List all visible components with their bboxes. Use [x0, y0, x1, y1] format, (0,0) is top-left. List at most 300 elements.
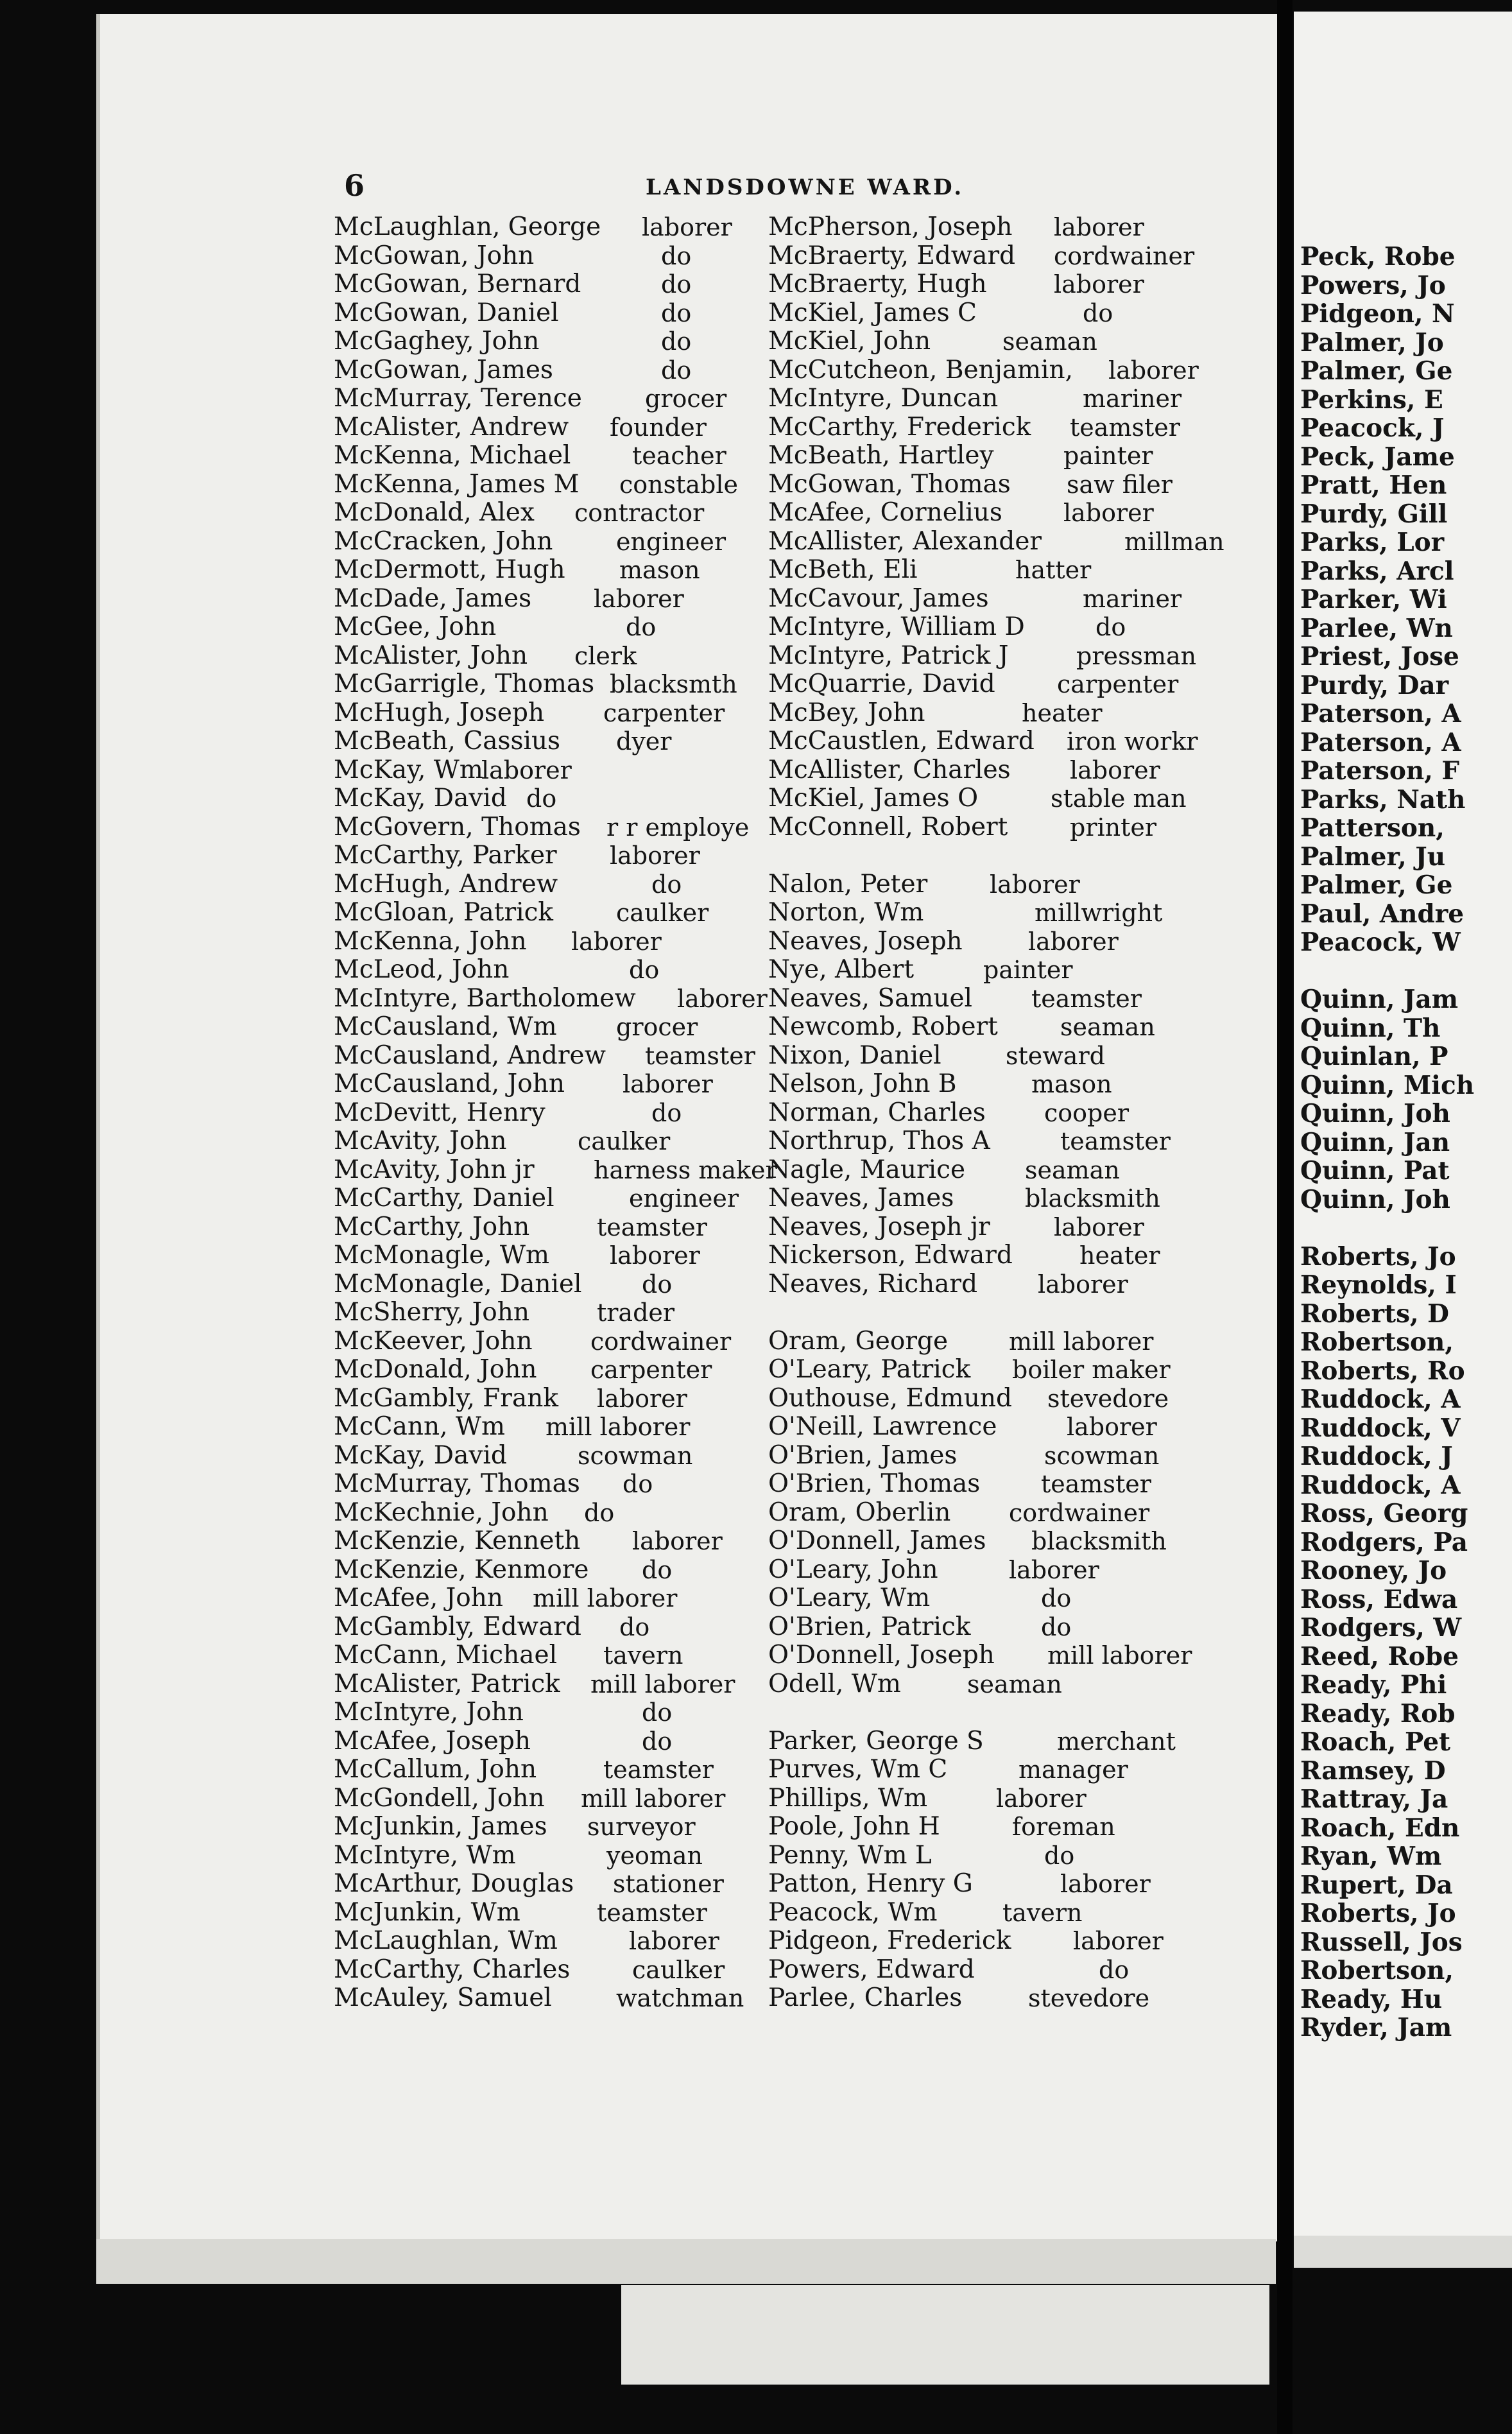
resident-name: Oram, Oberlin — [768, 1498, 951, 1527]
directory-entry — [768, 1613, 1211, 1642]
resident-name: McCallum, John — [334, 1755, 537, 1784]
directory-entry — [768, 1385, 1211, 1413]
resident-name: Robertson, — [1300, 1956, 1454, 1985]
occupation: laborer — [677, 984, 768, 1013]
resident-name: Ruddock, V — [1300, 1413, 1461, 1443]
resident-name: McBeath, Hartley — [768, 441, 994, 470]
directory-entry — [334, 1870, 760, 1899]
directory-entry — [334, 1070, 760, 1099]
resident-name: McCracken, John — [334, 526, 553, 556]
resident-name: Roberts, D — [1300, 1299, 1450, 1329]
directory-entry — [768, 585, 1211, 614]
resident-name: McKechnie, John — [334, 1498, 549, 1527]
resident-name: Neaves, Joseph jr — [768, 1212, 990, 1241]
book-gutter — [1277, 0, 1293, 2434]
occupation: hatter — [1015, 556, 1092, 584]
occupation: do — [626, 613, 657, 641]
directory-entry — [334, 1042, 760, 1071]
directory-entry — [768, 1241, 1211, 1270]
directory-entry — [768, 1956, 1211, 1985]
resident-name: Paul, Andre — [1300, 899, 1465, 929]
directory-entry — [334, 1842, 760, 1870]
page-edge — [96, 2239, 1276, 2284]
directory-entry — [334, 528, 760, 557]
occupation: mill laborer — [533, 1584, 678, 1612]
occupation: do — [642, 1270, 673, 1299]
directory-entry — [768, 1584, 1211, 1613]
occupation: laborer — [1038, 1270, 1128, 1299]
resident-name: McAllister, Charles — [768, 755, 1011, 784]
resident-name: Nelson, John B — [768, 1069, 957, 1098]
resident-name: Patton, Henry G — [768, 1869, 973, 1898]
resident-name: McKay, David — [334, 784, 507, 813]
directory-entry — [1300, 500, 1512, 529]
resident-name: McAvity, John jr — [334, 1155, 535, 1184]
occupation: iron workr — [1067, 727, 1198, 755]
resident-name: Ready, Phi — [1300, 1670, 1447, 1700]
resident-name: McGaghey, John — [334, 327, 540, 356]
directory-entry — [768, 213, 1211, 242]
directory-entry — [334, 1213, 760, 1242]
resident-name: McGloan, Patrick — [334, 898, 554, 927]
directory-entry — [334, 842, 760, 870]
directory-entry — [334, 1299, 760, 1327]
occupation: saw filer — [1067, 470, 1173, 499]
occupation: laborer — [1060, 1870, 1151, 1898]
directory-entry — [1300, 1499, 1512, 1528]
directory-entry — [768, 299, 1211, 328]
occupation: seaman — [1002, 327, 1097, 356]
resident-name: McLaughlan, Wm — [334, 1926, 558, 1955]
directory-entry — [768, 985, 1211, 1014]
directory-entry — [1300, 1471, 1512, 1500]
resident-name: McKeever, John — [334, 1326, 533, 1356]
resident-name: McMurray, Thomas — [334, 1469, 580, 1498]
resident-name: McIntyre, Bartholomew — [334, 983, 636, 1013]
resident-name: McQuarrie, David — [768, 669, 995, 698]
directory-entry — [768, 1013, 1211, 1042]
directory-entry — [768, 1099, 1211, 1128]
occupation: teamster — [645, 1041, 755, 1070]
directory-entry — [1300, 1700, 1512, 1729]
occupation: carpenter — [590, 1356, 712, 1384]
directory-entry — [334, 1698, 760, 1727]
resident-name: McAfee, Joseph — [334, 1726, 531, 1756]
resident-name: McCavour, James — [768, 583, 989, 613]
directory-entry — [768, 413, 1211, 442]
directory-entry — [1300, 557, 1512, 586]
occupation: teamster — [597, 1213, 707, 1241]
resident-name: McBraerty, Hugh — [768, 270, 987, 298]
directory-entry — [1300, 643, 1512, 671]
resident-name: Peacock, W — [1300, 928, 1461, 957]
occupation: stevedore — [1047, 1384, 1169, 1413]
resident-name: Phillips, Wm — [768, 1783, 928, 1813]
resident-name: Roach, Pet — [1300, 1727, 1451, 1757]
directory-entry — [1300, 329, 1512, 358]
resident-name: Northrup, Thos A — [768, 1126, 990, 1155]
directory-entry — [768, 727, 1211, 756]
directory-entry — [334, 956, 760, 985]
page-header — [344, 168, 1255, 213]
occupation: caulker — [632, 1955, 725, 1984]
directory-entry — [334, 556, 760, 585]
occupation: blacksmth — [610, 670, 737, 698]
directory-entry — [1300, 1414, 1512, 1443]
occupation: laborer — [610, 1241, 700, 1270]
occupation: foreman — [1012, 1813, 1115, 1841]
occupation: painter — [983, 956, 1073, 984]
occupation: do — [661, 327, 692, 356]
directory-entry — [334, 613, 760, 642]
resident-name: McGondell, John — [334, 1783, 545, 1813]
resident-name: Powers, Jo — [1300, 270, 1446, 300]
directory-entry — [334, 699, 760, 728]
occupation: laborer — [1070, 755, 1160, 784]
directory-entry — [334, 813, 760, 842]
directory-entry — [1300, 528, 1512, 557]
resident-name: Perkins, E — [1300, 384, 1443, 415]
occupation: mariner — [1083, 384, 1182, 413]
directory-entry — [334, 1556, 760, 1585]
occupation: laborer — [571, 927, 662, 956]
directory-entry — [1300, 757, 1512, 786]
directory-entry — [334, 1127, 760, 1156]
resident-name: Quinlan, P — [1300, 1042, 1448, 1071]
directory-entry — [768, 1842, 1211, 1870]
resident-name: Priest, Jose — [1300, 642, 1459, 671]
occupation: teamster — [1041, 1470, 1151, 1498]
directory-entry — [1300, 386, 1512, 415]
resident-name: McCausland, John — [334, 1069, 565, 1098]
resident-name: Parlee, Wn — [1300, 613, 1453, 643]
directory-entry — [768, 1756, 1211, 1784]
directory-entry — [768, 613, 1211, 642]
directory-entry — [768, 242, 1211, 271]
facing-page — [1294, 12, 1512, 2236]
directory-entry — [334, 1327, 760, 1356]
resident-name: Parks, Arcl — [1300, 556, 1454, 586]
resident-name: McConnell, Robert — [768, 812, 1008, 842]
resident-name: McHugh, Andrew — [334, 869, 558, 899]
resident-name: McKenzie, Kenneth — [334, 1526, 581, 1555]
resident-name: McMonagle, Daniel — [334, 1269, 582, 1299]
resident-name: Paterson, A — [1300, 699, 1461, 729]
resident-name: Rodgers, W — [1300, 1613, 1462, 1643]
resident-name: McCarthy, Daniel — [334, 1184, 554, 1213]
directory-entry — [334, 670, 760, 699]
directory-entry — [768, 499, 1211, 528]
directory-entry — [1300, 1956, 1512, 1985]
occupation: painter — [1063, 442, 1153, 470]
occupation: heater — [1079, 1241, 1160, 1270]
occupation: trader — [597, 1299, 675, 1327]
resident-name: O'Leary, Patrick — [768, 1355, 971, 1384]
occupation: mill laborer — [590, 1670, 735, 1698]
directory-entry — [768, 356, 1211, 385]
directory-entry — [768, 899, 1211, 928]
resident-name: McIntyre, Wm — [334, 1840, 516, 1870]
resident-name: Peacock, Wm — [768, 1897, 938, 1927]
resident-name: O'Brien, Patrick — [768, 1612, 971, 1641]
resident-name: McKenna, John — [334, 926, 527, 956]
directory-entry — [1300, 671, 1512, 700]
resident-name: McAlister, Patrick — [334, 1669, 560, 1698]
directory-entry — [768, 928, 1211, 956]
occupation: stationer — [613, 1870, 724, 1898]
directory-entry — [768, 1927, 1211, 1956]
directory-entry — [334, 270, 760, 299]
directory-entry — [334, 784, 760, 813]
resident-name: O'Donnell, Joseph — [768, 1641, 995, 1670]
directory-entry — [334, 1499, 760, 1528]
directory-entry — [768, 1470, 1211, 1499]
resident-name: McCaustlen, Edward — [768, 727, 1035, 755]
resident-name: McKay, Wm — [334, 755, 483, 784]
directory-entry — [768, 1127, 1211, 1156]
resident-name: Nickerson, Edward — [768, 1241, 1013, 1270]
resident-name: McHugh, Joseph — [334, 698, 545, 727]
directory-entry — [334, 1613, 760, 1642]
occupation: laborer — [990, 870, 1080, 899]
directory-entry — [1300, 1871, 1512, 1900]
resident-name: Roberts, Ro — [1300, 1356, 1465, 1386]
occupation: laborer — [629, 1927, 719, 1955]
resident-name: McCausland, Andrew — [334, 1040, 606, 1070]
directory-entry — [334, 1899, 760, 1928]
directory-entry — [1300, 700, 1512, 729]
directory-entry — [1300, 471, 1512, 500]
directory-entry — [1300, 1328, 1512, 1357]
resident-name: McDade, James — [334, 583, 532, 613]
directory-entry — [334, 213, 760, 242]
directory-entry — [1300, 1186, 1512, 1214]
occupation: laborer — [1054, 1213, 1144, 1241]
occupation: merchant — [1057, 1727, 1176, 1756]
occupation: mill laborer — [1009, 1327, 1154, 1356]
directory-entry — [768, 1213, 1211, 1242]
occupation: cordwainer — [590, 1327, 732, 1356]
occupation: engineer — [629, 1184, 739, 1213]
directory-entry — [1300, 1357, 1512, 1386]
occupation: laborer — [1054, 213, 1144, 241]
directory-entry — [768, 1070, 1211, 1099]
directory-entry — [768, 1984, 1211, 2013]
directory-entry — [1300, 1899, 1512, 1928]
resident-name: McKiel, James C — [768, 298, 977, 327]
occupation: laborer — [1028, 927, 1119, 956]
resident-name: Paterson, A — [1300, 727, 1461, 757]
resident-name: Roach, Edn — [1300, 1813, 1460, 1843]
directory-entry — [1300, 786, 1512, 815]
directory-entry — [1300, 1014, 1512, 1043]
resident-name: Poole, John H — [768, 1812, 940, 1841]
resident-name: Nye, Albert — [768, 955, 915, 984]
directory-entry — [768, 1042, 1211, 1071]
occupation: carpenter — [603, 698, 725, 727]
resident-name: Ready, Rob — [1300, 1698, 1456, 1729]
directory-entry — [1300, 1071, 1512, 1100]
resident-name: Neaves, Joseph — [768, 926, 963, 956]
resident-name: Ramsey, D — [1300, 1756, 1446, 1786]
resident-name: McDermott, Hugh — [334, 555, 565, 584]
directory-entry — [334, 585, 760, 614]
directory-entry — [768, 526, 1224, 557]
resident-name: McAfee, Cornelius — [768, 498, 1002, 527]
directory-entry — [1300, 1928, 1512, 1957]
occupation: mason — [1031, 1070, 1112, 1098]
resident-name: McJunkin, James — [334, 1812, 547, 1841]
directory-entry — [768, 384, 1211, 413]
occupation: seaman — [1025, 1155, 1120, 1184]
occupation: do — [661, 298, 692, 327]
resident-name: Palmer, Ju — [1300, 842, 1446, 872]
occupation: dyer — [616, 727, 672, 755]
resident-name: Parker, George S — [768, 1726, 984, 1756]
occupation: heater — [1022, 698, 1103, 727]
resident-name: Nagle, Maurice — [768, 1155, 966, 1184]
resident-name: McJunkin, Wm — [334, 1897, 520, 1927]
resident-name: McGarrigle, Thomas — [334, 669, 595, 698]
directory-entry — [768, 1527, 1211, 1556]
occupation: cooper — [1044, 1098, 1130, 1127]
resident-name: McBeath, Cassius — [334, 727, 561, 755]
resident-name: Purves, Wm C — [768, 1755, 948, 1784]
directory-entry — [768, 1727, 1211, 1756]
directory-entry — [1300, 357, 1512, 386]
occupation: manager — [1018, 1756, 1128, 1784]
occupation: laborer — [1067, 1413, 1157, 1441]
occupation: do — [1041, 1612, 1072, 1641]
occupation: do — [619, 1612, 650, 1641]
directory-entry — [768, 327, 1211, 356]
resident-name: McMurray, Terence — [334, 384, 582, 413]
occupation: grocer — [645, 384, 727, 413]
resident-name: McKiel, John — [768, 327, 931, 356]
directory-entry — [334, 727, 760, 756]
resident-name: O'Donnell, James — [768, 1526, 986, 1555]
directory-entry — [768, 642, 1211, 671]
occupation: laborer — [1073, 1927, 1164, 1955]
resident-name: McDonald, Alex — [334, 498, 535, 527]
occupation: do — [584, 1498, 615, 1527]
directory-entry — [1300, 729, 1512, 757]
directory-entry — [1300, 1643, 1512, 1671]
directory-entry — [334, 1956, 760, 1985]
occupation: do — [623, 1470, 653, 1498]
resident-name: Paterson, F — [1300, 756, 1460, 786]
resident-name: Reed, Robe — [1300, 1641, 1459, 1671]
occupation: printer — [1070, 813, 1157, 842]
directory-entry — [768, 1184, 1211, 1213]
occupation: mason — [619, 556, 700, 584]
directory-entry — [334, 756, 760, 785]
occupation: do — [1041, 1584, 1072, 1612]
directory-entry — [1300, 1385, 1512, 1414]
resident-name: Nixon, Daniel — [768, 1040, 941, 1070]
occupation: surveyor — [587, 1813, 696, 1841]
occupation: grocer — [616, 1013, 698, 1041]
resident-name: O'Leary, John — [768, 1555, 938, 1584]
occupation: laborer — [597, 1384, 687, 1413]
resident-name: Quinn, Jan — [1300, 1127, 1450, 1157]
occupation: laborer — [996, 1784, 1087, 1813]
directory-entry — [334, 1584, 760, 1613]
resident-name: McAlister, John — [334, 641, 528, 670]
resident-name: McBeth, Eli — [768, 555, 918, 584]
section-gap — [768, 1299, 1211, 1327]
resident-name: McGowan, Daniel — [334, 298, 559, 327]
directory-entry — [1300, 1528, 1512, 1557]
resident-name: Quinn, Pat — [1300, 1156, 1450, 1186]
occupation: laborer — [1108, 356, 1199, 384]
resident-name: Neaves, Richard — [768, 1269, 978, 1299]
occupation: millman — [1124, 527, 1224, 556]
directory-entry — [334, 1155, 777, 1185]
directory-entry — [1300, 1814, 1512, 1843]
ward-title: LANDSDOWNE WARD. — [646, 175, 965, 200]
directory-entry — [1300, 300, 1512, 329]
occupation: teamster — [597, 1898, 707, 1927]
directory-entry — [1300, 614, 1512, 643]
directory-entry — [768, 870, 1211, 899]
resident-name: McIntyre, William D — [768, 612, 1025, 641]
occupation: laborer — [1054, 270, 1144, 298]
directory-entry — [334, 442, 760, 470]
resident-name: Ruddock, A — [1300, 1385, 1461, 1414]
resident-name: O'Neill, Lawrence — [768, 1412, 997, 1441]
occupation: do — [1095, 613, 1126, 641]
occupation: tavern — [1002, 1898, 1083, 1927]
occupation: yeoman — [606, 1841, 703, 1870]
directory-entry — [334, 1984, 760, 2013]
directory-entry — [1300, 1243, 1512, 1272]
resident-name: Oram, George — [768, 1326, 949, 1356]
resident-name: McIntyre, Patrick J — [768, 641, 1009, 670]
resident-name: McIntyre, Duncan — [768, 384, 999, 413]
resident-name: Palmer, Ge — [1300, 870, 1453, 900]
occupation: pressman — [1076, 641, 1197, 670]
resident-name: Pidgeon, Frederick — [768, 1926, 1011, 1955]
occupation: do — [661, 270, 692, 298]
directory-entry — [768, 1899, 1211, 1928]
directory-entry — [334, 1527, 760, 1556]
directory-entry — [334, 1470, 760, 1499]
occupation: boiler maker — [1012, 1356, 1171, 1384]
directory-entry — [334, 1356, 760, 1385]
occupation: teamster — [1070, 413, 1180, 442]
directory-entry — [1300, 1128, 1512, 1157]
resident-name: McMonagle, Wm — [334, 1241, 549, 1270]
directory-entry — [334, 413, 760, 442]
directory-entry — [334, 1813, 760, 1842]
directory-entry — [1300, 1671, 1512, 1700]
resident-name: McArthur, Douglas — [334, 1869, 574, 1898]
resident-name: Rupert, Da — [1300, 1870, 1453, 1900]
occupation: cordwainer — [1054, 241, 1195, 270]
left-column — [334, 212, 777, 2013]
resident-name: Pratt, Hen — [1300, 470, 1447, 500]
directory-entry — [334, 1756, 760, 1784]
occupation: tavern — [603, 1641, 683, 1670]
directory-entry — [768, 1156, 1211, 1185]
occupation: carpenter — [1057, 670, 1179, 698]
resident-name: Outhouse, Edmund — [768, 1383, 1012, 1413]
resident-name: McKay, David — [334, 1440, 507, 1470]
directory-entry — [1300, 1585, 1512, 1614]
occupation: clerk — [574, 641, 637, 670]
resident-name: Reynolds, I — [1300, 1270, 1457, 1300]
